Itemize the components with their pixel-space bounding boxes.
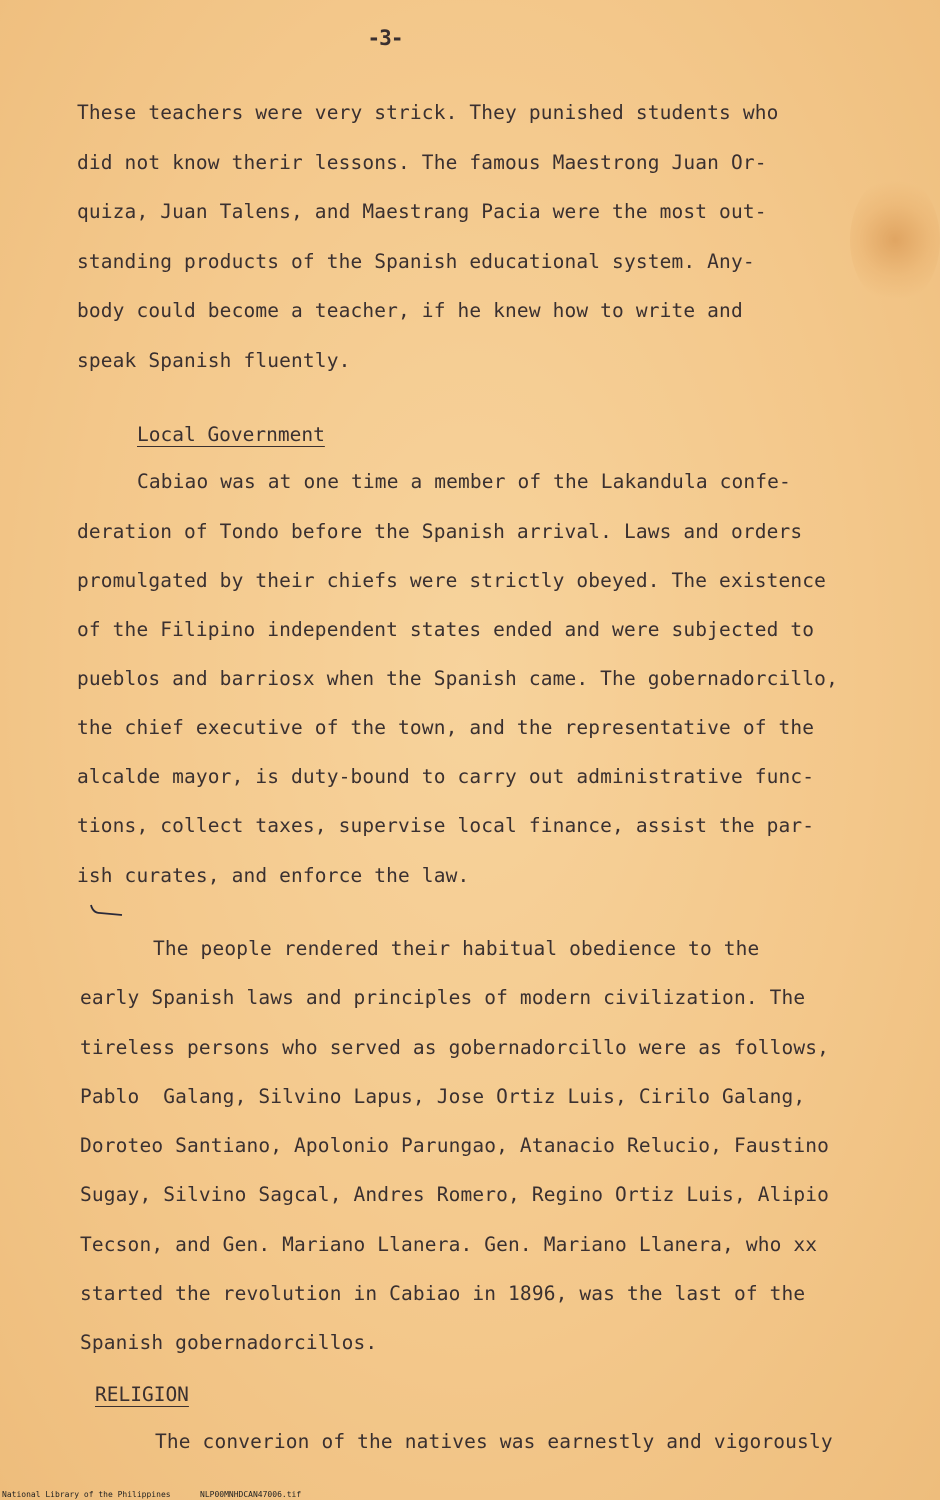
text-line: alcalde mayor, is duty-bound to carry out administrative func- bbox=[77, 765, 815, 788]
text-line: ish curates, and enforce the law. bbox=[77, 864, 470, 887]
text-line: Pablo Galang, Silvino Lapus, Jose Ortiz Luis, Cirilo Galang, bbox=[80, 1085, 806, 1108]
text-line: Spanish gobernadorcillos. bbox=[80, 1331, 378, 1354]
text-line: Sugay, Silvino Sagcal, Andres Romero, Regino Ortiz Luis, Alipio bbox=[80, 1183, 830, 1206]
text-line: did not know therir lessons. The famous Maestrong Juan Or- bbox=[77, 151, 767, 174]
text-line: the chief executive of the town, and the representative of the bbox=[77, 716, 815, 739]
text-line: These teachers were very strick. They punished students who bbox=[77, 101, 779, 124]
text-line: started the revolution in Cabiao in 1896, was the last of the bbox=[80, 1282, 806, 1305]
text-line: promulgated by their chiefs were strictly obeyed. The existence bbox=[77, 569, 827, 592]
text-line: standing products of the Spanish educational system. Any- bbox=[77, 250, 755, 273]
text-line: deration of Tondo before the Spanish arrival. Laws and orders bbox=[77, 520, 803, 543]
footer-library: National Library of the Philippines bbox=[2, 1490, 171, 1499]
text-line: tions, collect taxes, supervise local finance, assist the par- bbox=[77, 814, 815, 837]
pen-mark bbox=[88, 903, 124, 919]
heading-local-government: Local Government bbox=[137, 423, 325, 446]
text-line: pueblos and barriosx when the Spanish came. The gobernadorcillo, bbox=[77, 667, 838, 690]
text-line: Cabiao was at one time a member of the Lakandula confe- bbox=[137, 470, 791, 493]
text-line: body could become a teacher, if he knew how to write and bbox=[77, 299, 743, 322]
paper-stain bbox=[850, 175, 940, 305]
footer-file-id: NLP00MNHDCAN47006.tif bbox=[200, 1490, 302, 1499]
text-line: The converion of the natives was earnestly and vigorously bbox=[155, 1430, 833, 1453]
text-line: of the Filipino independent states ended and were subjected to bbox=[77, 618, 815, 641]
heading-religion: RELIGION bbox=[95, 1383, 189, 1406]
text-line: speak Spanish fluently. bbox=[77, 349, 351, 372]
text-line: Tecson, and Gen. Mariano Llanera. Gen. Mariano Llanera, who xx bbox=[80, 1233, 818, 1256]
page-number: -3- bbox=[367, 26, 403, 50]
text-line: The people rendered their habitual obedience to the bbox=[153, 937, 760, 960]
text-line: early Spanish laws and principles of modern civilization. The bbox=[80, 986, 806, 1009]
text-line: quiza, Juan Talens, and Maestrang Pacia were the most out- bbox=[77, 200, 767, 223]
text-line: Doroteo Santiano, Apolonio Parungao, Atanacio Relucio, Faustino bbox=[80, 1134, 830, 1157]
text-line: tireless persons who served as gobernadorcillo were as follows, bbox=[80, 1036, 830, 1059]
